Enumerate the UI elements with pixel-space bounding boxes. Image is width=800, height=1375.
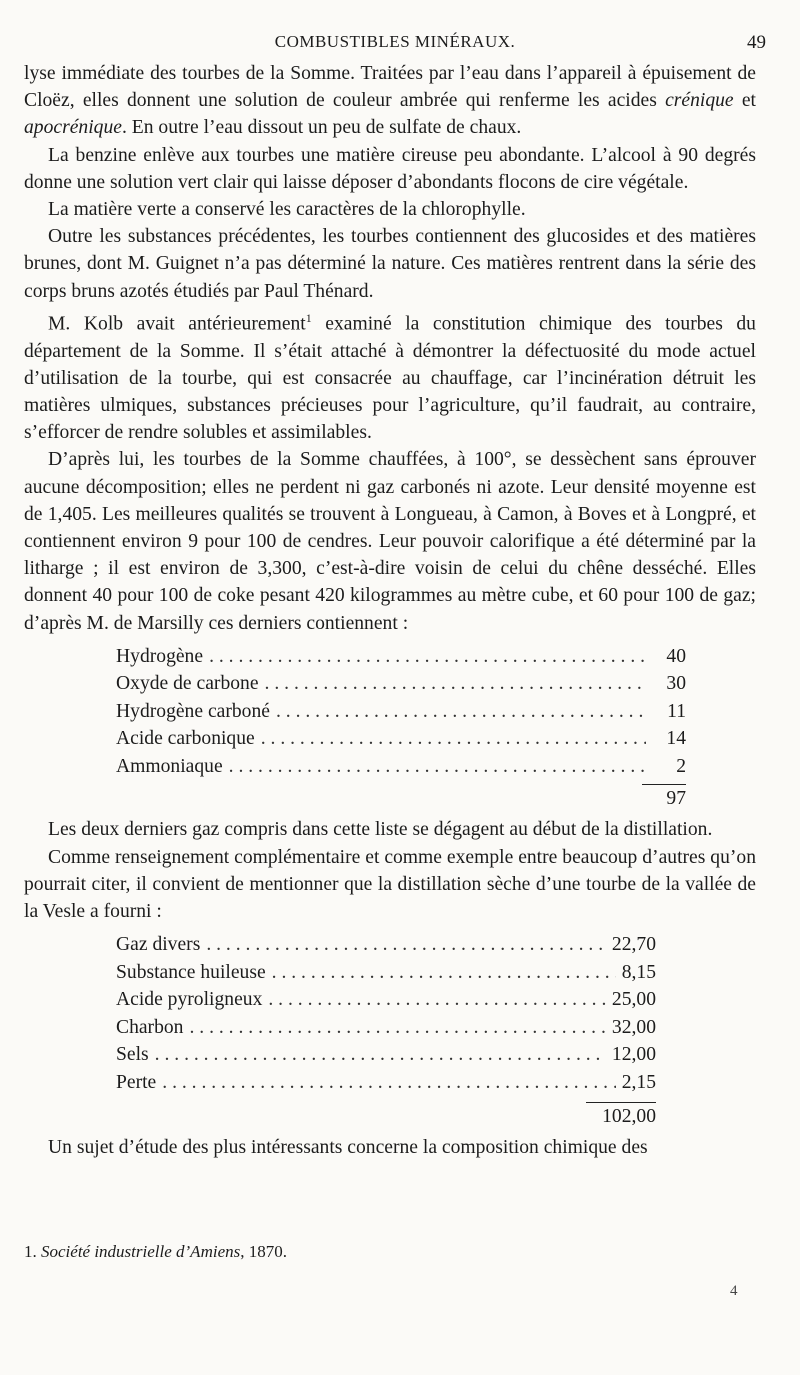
row-value: 12,00 xyxy=(611,1044,656,1066)
page-number: 49 xyxy=(747,32,766,53)
text-run: lyse immédiate des tourbes de la Somme. Traitées par l’eau dans l’appareil à épuisement de Cloëz, elles donnent une solution de couleur ambrée qui renferme les acides xyxy=(24,63,756,112)
paragraph: La benzine enlève aux tourbes une matière cireuse peu abondante. L’alcool à 90 degrés donne une solution vert clair qui laisse déposer d’abondants flocons de cire végétale. xyxy=(24,144,756,193)
signature-mark: 4 xyxy=(730,1283,738,1299)
row-label: Substance huileuse xyxy=(116,961,266,983)
row-label: Charbon xyxy=(116,1016,184,1038)
leader-dots xyxy=(265,670,646,697)
running-title: COMBUSTIBLES MINÉRAUX. xyxy=(274,32,516,51)
table-row xyxy=(116,931,656,959)
italic-term: apocrénique xyxy=(24,117,122,139)
row-value: 8,15 xyxy=(621,961,656,983)
leader-dots xyxy=(261,725,646,752)
row-value: 11 xyxy=(667,700,686,722)
table-row xyxy=(116,725,686,753)
table-row xyxy=(116,670,686,698)
leader-dots xyxy=(206,931,606,958)
leader-dots xyxy=(155,1041,606,1068)
table-row xyxy=(116,1041,656,1069)
table-row xyxy=(116,986,656,1014)
gas-composition-table xyxy=(116,643,686,813)
paragraph xyxy=(24,305,756,447)
footnote xyxy=(24,1242,287,1262)
leader-dots xyxy=(268,986,606,1013)
text-run: M. Kolb avait antérieurement xyxy=(48,313,306,335)
row-label: Gaz divers xyxy=(116,934,201,956)
table-total: 97 xyxy=(666,788,686,810)
row-label: Ammoniaque xyxy=(116,755,223,777)
row-value: 2,15 xyxy=(621,1071,656,1093)
table-row xyxy=(116,698,686,726)
footnote-year: , 1870. xyxy=(240,1242,287,1261)
leader-dots xyxy=(162,1069,615,1096)
leader-dots xyxy=(209,643,646,670)
distillation-table xyxy=(116,931,656,1130)
page-header xyxy=(24,28,766,58)
row-label: Perte xyxy=(116,1071,157,1093)
leader-dots xyxy=(229,753,646,780)
italic-term: crénique xyxy=(665,90,734,112)
row-label: Oxyde de carbone xyxy=(116,673,259,695)
row-label: Acide pyroligneux xyxy=(116,989,263,1011)
paragraph: Les deux derniers gaz compris dans cette liste se dégagent au début de la distillation. xyxy=(48,819,713,841)
body-text xyxy=(24,60,756,1161)
table-row xyxy=(116,959,656,987)
row-value: 22,70 xyxy=(611,934,656,956)
row-value: 14 xyxy=(666,728,686,750)
leader-dots xyxy=(189,1014,605,1041)
row-label: Hydrogène carboné xyxy=(116,700,270,722)
text-run: examiné la constitution chimique des tourbes du département de la Somme. Il s’était attaché à démontrer la défectuosité du mode actuel d’utilisation de la tourbe, qui est consacrée au chauffage, car l’incinération détruit les matières ulmiques, substances précieuses pour l’agriculture, qu’il faudrait, au contraire, s’efforcer de rendre solubles et assimilables. xyxy=(24,313,756,444)
table-row xyxy=(116,1069,656,1097)
paragraph: Comme renseignement complémentaire et comme exemple entre beaucoup d’autres qu’on pourrait citer, il convient de mentionner que la distillation sèche d’une tourbe de la vallée de la Vesle a fourni : xyxy=(24,846,756,922)
row-label: Hydrogène xyxy=(116,645,204,667)
paragraph xyxy=(24,60,756,142)
row-value: 2 xyxy=(676,755,686,777)
table-total: 102,00 xyxy=(602,1106,656,1128)
paragraph: Outre les substances précédentes, les tourbes contiennent des glucosides et des matières brunes, dont M. Guignet n’a pas déterminé la nature. Ces matières rentrent dans la série des corps bruns azotés étudiés par Paul Thénard. xyxy=(24,226,756,302)
paragraph: Un sujet d’étude des plus intéressants concerne la composition chimique des xyxy=(48,1137,648,1159)
footnote-source: Société industrielle d’Amiens xyxy=(41,1242,241,1261)
table-row xyxy=(116,753,686,781)
leader-dots xyxy=(276,698,646,725)
text-run: et xyxy=(733,90,756,112)
table-row xyxy=(116,643,686,671)
table-row xyxy=(116,1014,656,1042)
row-label: Acide carbonique xyxy=(116,728,255,750)
paragraph: La matière verte a conservé les caractères de la chlorophylle. xyxy=(48,199,526,221)
row-value: 32,00 xyxy=(611,1016,656,1038)
footnote-number: 1. xyxy=(24,1242,37,1261)
text-run: . En outre l’eau dissout un peu de sulfate de chaux. xyxy=(121,117,522,139)
paragraph: D’après lui, les tourbes de la Somme chauffées, à 100°, se dessèchent sans éprouver aucune décomposition; elles ne perdent ni gaz carbonés ni azote. Leur densité moyenne est de 1,405. Les meilleures qualités se trouvent à Longueau, à Camon, à Boves et à Longpré, et contiennent environ 9 pour 100 de cendres. Leur pouvoir calorifique a été déterminé par la litharge ; il est environ de 3,300, c’est-à-dire voisin de celui du chêne desséché. Elles donnent 40 pour 100 de coke pesant 420 kilogrammes au mètre cube, et 60 pour 100 de gaz; d’après M. de Marsilly ces derniers contiennent : xyxy=(24,449,756,634)
row-value: 30 xyxy=(666,673,686,695)
leader-dots xyxy=(272,959,616,986)
row-value: 25,00 xyxy=(611,989,656,1011)
row-label: Sels xyxy=(116,1044,149,1066)
footnote-marker: 1 xyxy=(305,310,312,325)
row-value: 40 xyxy=(666,645,686,667)
